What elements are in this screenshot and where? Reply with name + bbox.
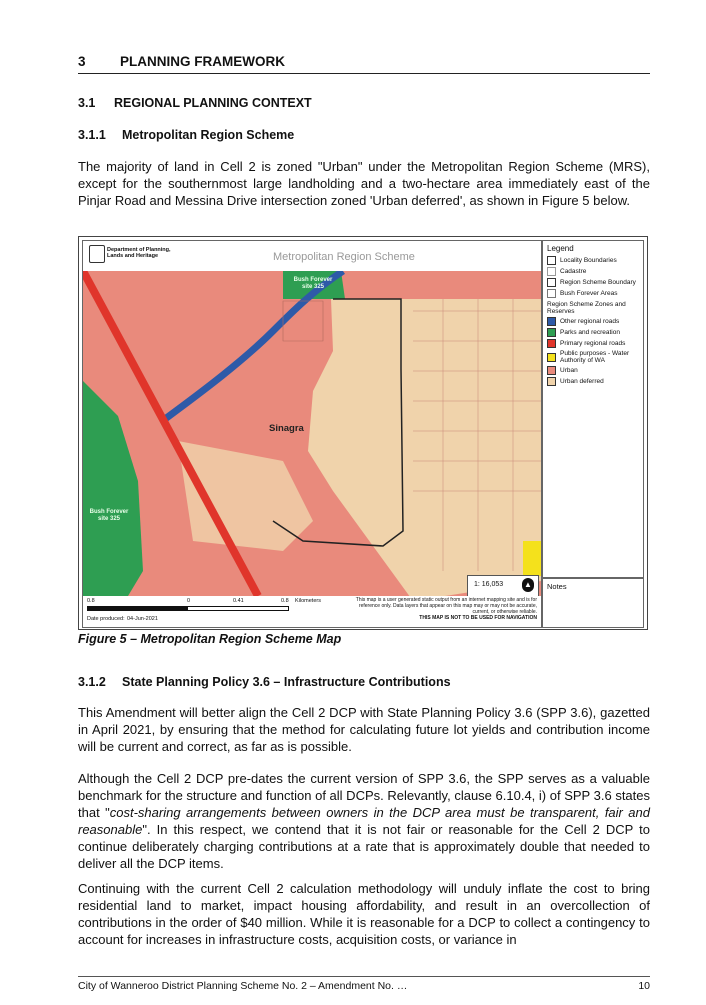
scale-tick: 0	[187, 598, 191, 604]
map-title: Metropolitan Region Scheme	[273, 251, 415, 263]
department-line-1: Department of Planning,	[107, 247, 171, 253]
legend-zone	[543, 376, 643, 387]
paragraph-spp-benchmark	[78, 770, 650, 872]
paragraph-spp-alignment: This Amendment will better align the Cell 2 DCP with State Planning Policy 3.6 (SPP 3.6), gazetted in April 2021, by ensuring that the method for calculating future lot yields and contribution income will be current and correct, as far as is possible.	[78, 705, 650, 754]
map-graphic	[83, 241, 541, 627]
footer-text: City of Wanneroo District Planning Scheme No. 2 – Amendment No. …	[78, 980, 408, 992]
scale-tick: 0.8	[281, 598, 289, 604]
legend-label: Parks and recreation	[560, 329, 620, 336]
date-produced: 04-Jun-2021	[127, 616, 158, 622]
legend-swatch	[547, 353, 556, 362]
figure-caption: Figure 5 – Metropolitan Region Scheme Map	[78, 632, 342, 646]
scale-ratio: 1: 16,053	[474, 581, 504, 588]
legend-swatch	[547, 339, 556, 348]
section-title: PLANNING FRAMEWORK	[120, 54, 285, 69]
bush-forever-label-west: Bush Forever site 325	[89, 509, 129, 522]
subsection-number: 3.1	[78, 96, 96, 110]
section-heading	[78, 54, 650, 74]
disclaimer-bold: THIS MAP IS NOT TO BE USED FOR NAVIGATION	[419, 615, 537, 621]
section-number: 3	[78, 54, 86, 69]
page-footer	[78, 976, 650, 992]
paragraph-methodology: Continuing with the current Cell 2 calculation methodology will unduly inflate the cost to bring residential land to market, impact housing affordability, and result in an overcollection of contributions in the order of $40 million. While it is reasonable for a DCP to collect a contingency to account for increases in infrastructure costs, acquisition costs, or variance in	[78, 881, 650, 947]
legend-item	[543, 288, 643, 299]
department-line-2: Lands and Heritage	[107, 253, 159, 259]
legend-zone	[543, 327, 643, 338]
scale-tick: 0.41	[233, 598, 244, 604]
government-crest-icon	[89, 245, 105, 263]
scale-box	[467, 575, 539, 597]
department-name	[107, 247, 171, 259]
legend-label: Primary regional roads	[560, 340, 626, 347]
public-purposes-zone	[523, 541, 541, 576]
subsection-title: REGIONAL PLANNING CONTEXT	[114, 96, 312, 110]
north-arrow-icon: ▲	[522, 578, 534, 592]
legend-label: Other regional roads	[560, 318, 620, 325]
date-produced-label: Date produced:	[87, 616, 125, 622]
paragraph-text: Although the Cell 2 DCP pre-dates the current version of SPP 3.6, the SPP serves as a valuable benchmark for the structure and function of all DCPs. Relevantly, clause 6.10.4, i) of SPP 3.6 states that "	[78, 771, 650, 820]
legend-item	[543, 255, 643, 266]
scale-bar	[87, 606, 289, 611]
legend-label: Locality Boundaries	[560, 257, 617, 264]
heading-3-1-1	[78, 128, 294, 142]
legend-zone	[543, 316, 643, 327]
map-legend	[542, 240, 644, 578]
legend-swatch	[547, 317, 556, 326]
legend-swatch	[547, 366, 556, 375]
legend-label: Urban deferred	[560, 378, 604, 385]
map-footer	[83, 596, 541, 627]
heading-title: Metropolitan Region Scheme	[122, 128, 295, 142]
policy-quote: cost-sharing arrangements between owners in the DCP area must be transparent, fair and reasonable	[78, 805, 651, 837]
legend-swatch	[547, 377, 556, 386]
legend-item	[543, 277, 643, 288]
heading-number: 3.1.1	[78, 128, 106, 142]
mrs-map-figure	[78, 236, 648, 630]
map-notes	[542, 578, 644, 628]
subsection-heading	[78, 96, 312, 110]
heading-title: State Planning Policy 3.6 – Infrastructure Contributions	[122, 675, 451, 689]
legend-swatch	[547, 256, 556, 265]
legend-swatch	[547, 278, 556, 287]
bush-forever-label-north: Bush Forever site 325	[293, 277, 333, 290]
legend-label: Cadastre	[560, 268, 587, 275]
legend-label: Bush Forever Areas	[560, 290, 618, 297]
map-disclaimer	[351, 597, 537, 621]
scale-tick: 0.8	[87, 598, 95, 604]
notes-label: Notes	[547, 582, 567, 591]
heading-3-1-2	[78, 675, 451, 689]
legend-swatch	[547, 267, 556, 276]
paragraph-mrs: The majority of land in Cell 2 is zoned "Urban" under the Metropolitan Region Scheme (MRS), except for the southernmost large landholding and a two-hectare area immediately east of the Pinjar Road and Messina Drive intersection zoned 'Urban deferred', as shown in Figure 5 below.	[78, 159, 650, 208]
legend-zones-title: Region Scheme Zones and Reserves	[547, 301, 626, 315]
legend-label: Region Scheme Boundary	[560, 279, 636, 286]
legend-zone	[543, 349, 643, 365]
legend-label: Urban	[560, 367, 578, 374]
legend-label: Public purposes - Water Authority of WA	[560, 350, 630, 364]
heading-number: 3.1.2	[78, 675, 106, 689]
legend-swatch	[547, 289, 556, 298]
legend-item	[543, 266, 643, 277]
map-panel	[82, 240, 542, 628]
legend-zone	[543, 365, 643, 376]
legend-swatch	[547, 328, 556, 337]
disclaimer-text: This map is a user generated static output from an internet mapping site and is for reference only. Data layers that appear on this map may or may not be accurate, current, or otherwise reliable.	[355, 597, 537, 615]
paragraph-text: ". In this respect, we contend that it is not fair or reasonable for the Cell 2 DCP to continue deliberately charging contributions at a rate that is approximately double that needed to deliver all the DCP items.	[78, 822, 650, 871]
locality-label: Sinagra	[269, 423, 304, 434]
legend-title: Legend	[547, 244, 574, 253]
page-number: 10	[638, 980, 650, 992]
scale-unit: Kilometers	[295, 598, 321, 604]
legend-zone	[543, 338, 643, 349]
